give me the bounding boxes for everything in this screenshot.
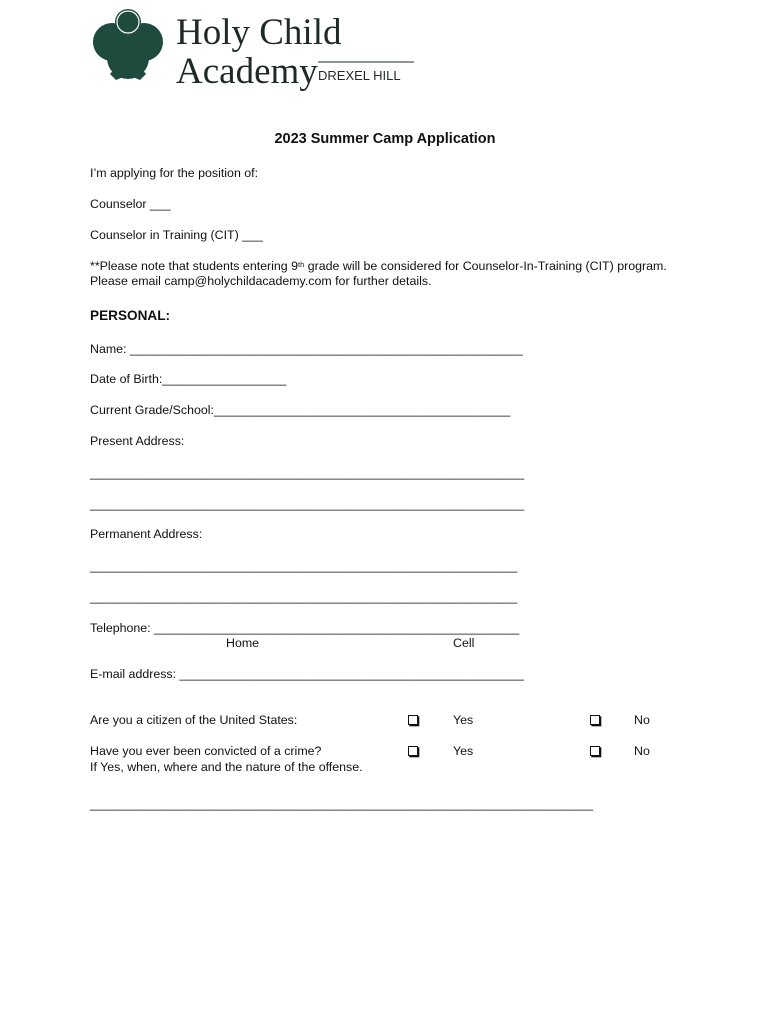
email-field[interactable]: E-mail address: __________________________________________________: [90, 667, 525, 681]
crime-yes-checkbox[interactable]: [408, 746, 418, 756]
home-label: Home: [226, 636, 260, 650]
cit-note: [90, 259, 667, 274]
academy-logo: [90, 0, 420, 100]
note-pre: **Please note that students entering 9: [90, 259, 299, 273]
logo-campus: DREXEL HILL: [318, 68, 401, 83]
telephone-field[interactable]: Telephone: _____________________________________________________: [90, 621, 520, 635]
permanent-address-line-1[interactable]: ______________________________________________________________: [90, 559, 518, 573]
permanent-address-line-2[interactable]: ______________________________________________________________: [90, 590, 518, 604]
name-field[interactable]: Name: _________________________________________________________: [90, 342, 523, 356]
logo-line1: Holy Child: [176, 12, 342, 53]
grade-school-field[interactable]: Current Grade/School:___________________________________________: [90, 403, 511, 417]
note-post: grade will be considered for Counselor-In-Training (CIT) program.: [304, 259, 667, 273]
citizen-no-label: No: [634, 713, 650, 727]
option-cit[interactable]: Counselor in Training (CIT) ___: [90, 228, 263, 242]
citizen-no-checkbox[interactable]: [590, 715, 600, 725]
offense-line[interactable]: _________________________________________________________________________: [90, 797, 594, 811]
position-prompt: I’m applying for the position of:: [90, 166, 259, 180]
crime-no-checkbox[interactable]: [590, 746, 600, 756]
crime-question: Have you ever been convicted of a crime?: [90, 744, 322, 758]
permanent-address-label: Permanent Address:: [90, 527, 203, 541]
crime-no-label: No: [634, 744, 650, 758]
cell-label: Cell: [453, 636, 475, 650]
citizen-yes-label: Yes: [453, 713, 474, 727]
note-sup: th: [298, 260, 305, 269]
personal-heading: PERSONAL:: [90, 308, 171, 323]
crime-yes-label: Yes: [453, 744, 474, 758]
page-title: 2023 Summer Camp Application: [274, 131, 496, 147]
logo-line2: Academy: [176, 51, 318, 92]
option-counselor[interactable]: Counselor ___: [90, 197, 171, 211]
crime-detail: If Yes, when, where and the nature of the offense.: [90, 760, 363, 774]
present-address-label: Present Address:: [90, 434, 185, 448]
citizen-yes-checkbox[interactable]: [408, 715, 418, 725]
citizen-question: Are you a citizen of the United States:: [90, 713, 298, 727]
dob-field[interactable]: Date of Birth:__________________: [90, 372, 287, 386]
present-address-line-2[interactable]: _______________________________________________________________: [90, 497, 525, 511]
present-address-line-1[interactable]: _______________________________________________________________: [90, 466, 525, 480]
cit-note-email: Please email camp@holychildacademy.com for further details.: [90, 274, 432, 288]
trefoil-emblem-icon: [93, 9, 163, 80]
